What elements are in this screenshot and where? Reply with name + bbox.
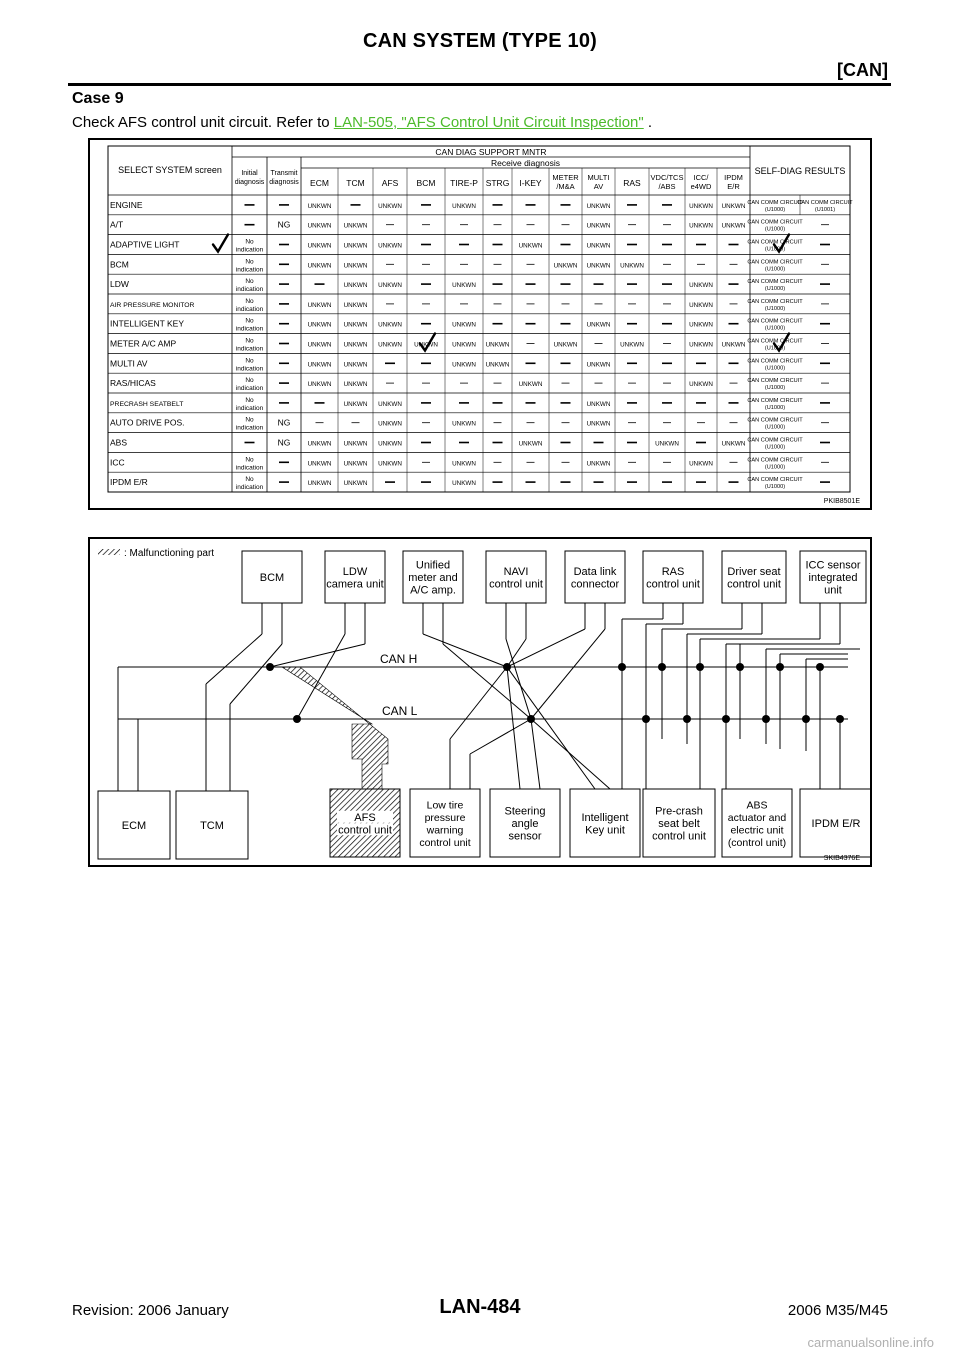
cell-value: UNKWN	[485, 361, 510, 369]
self-diag-text: (U1001)	[814, 206, 836, 213]
transmit-value: NG	[277, 219, 291, 230]
cell-value: UNKWN	[452, 341, 476, 349]
cell-value: UNKWN	[307, 242, 332, 250]
top-unit-box-label: BCM	[259, 572, 285, 584]
cell-value: UNKWN	[485, 341, 510, 349]
self-diag-text: CAN COMM CIRCUIT	[747, 397, 803, 404]
cell-value: UNKWN	[307, 301, 332, 309]
can-wiring-diagram	[90, 539, 870, 865]
cell-value: UNKWN	[586, 400, 611, 408]
initial-no-indication: indication	[235, 424, 264, 432]
self-diag-text: (U1000)	[764, 305, 786, 312]
cell-value: UNKWN	[378, 202, 402, 210]
initial-no-indication: No	[245, 357, 254, 365]
cell-value: UNKWN	[307, 341, 332, 349]
column-header: TCM	[346, 178, 365, 188]
top-unit-box-label: integrated	[808, 572, 858, 584]
cell-value: UNKWN	[343, 222, 368, 230]
self-diag-text: (U1000)	[764, 286, 786, 293]
cell-value: UNKWN	[414, 341, 438, 349]
column-header: STRG	[485, 178, 510, 188]
wire	[270, 644, 365, 667]
column-header: /ABS	[658, 182, 676, 191]
row-system-name: METER A/C AMP	[110, 338, 177, 349]
cell-value: UNKWN	[343, 282, 368, 290]
self-diag-text: (U1000)	[764, 385, 786, 392]
cell-value: UNKWN	[689, 222, 713, 230]
bottom-unit-box-label: electric unit	[730, 824, 784, 837]
cell-value: UNKWN	[586, 420, 611, 428]
cell-value: UNKWN	[307, 480, 332, 488]
wire	[507, 629, 585, 667]
initial-no-indication: indication	[235, 345, 264, 353]
transmit-diagnosis-header: diagnosis	[269, 179, 299, 186]
cell-value: UNKWN	[343, 400, 368, 408]
cell-value: UNKWN	[689, 381, 713, 389]
reference-line	[72, 114, 652, 131]
cell-value: UNKWN	[452, 321, 476, 329]
cell-value: UNKWN	[307, 262, 332, 270]
bottom-unit-box-label: ECM	[121, 820, 147, 832]
self-diag-text: CAN COMM CIRCUIT	[747, 219, 803, 226]
self-diag-text: CAN COMM CIRCUIT	[747, 338, 803, 345]
initial-no-indication: No	[245, 476, 254, 484]
column-header: E/R	[727, 182, 740, 191]
bottom-unit-box-label: Pre-crash	[655, 805, 703, 818]
self-diag-text: (U1000)	[764, 484, 786, 491]
select-system-header: SELECT SYSTEM screen	[118, 165, 222, 175]
top-unit-box-label: control unit	[646, 578, 700, 591]
top-unit-box-label: connector	[570, 578, 620, 591]
cell-value: UNKWN	[343, 440, 368, 448]
can-diag-table-figure	[88, 138, 872, 510]
column-header: RAS	[623, 178, 641, 188]
transmit-diagnosis-header: Transmit	[270, 170, 298, 177]
malfunction-hatched-wire	[282, 667, 388, 789]
row-system-name: MULTI AV	[110, 358, 148, 369]
self-diag-text: (U1000)	[764, 325, 786, 332]
cell-value: UNKWN	[553, 262, 578, 270]
initial-no-indication: indication	[235, 365, 264, 373]
initial-diagnosis-header: diagnosis	[234, 179, 265, 186]
initial-no-indication: indication	[235, 286, 264, 294]
wire	[450, 667, 507, 739]
cell-value: UNKWN	[452, 361, 476, 369]
self-diag-text: CAN COMM CIRCUIT	[797, 199, 853, 206]
initial-no-indication: No	[245, 258, 254, 266]
top-unit-box-label: RAS	[661, 565, 685, 578]
bottom-unit-box-label: control unit	[338, 824, 392, 837]
column-header: ICC/	[693, 173, 709, 182]
self-diag-text: (U1000)	[764, 404, 786, 411]
top-unit-box-label: Data link	[573, 565, 617, 578]
top-unit-box-label: control unit	[489, 578, 543, 591]
self-diag-text: (U1000)	[764, 226, 786, 233]
initial-no-indication: No	[245, 396, 254, 404]
column-header: MULTI	[587, 173, 610, 182]
footer-page-number: LAN-484	[439, 1296, 521, 1318]
cell-value: UNKWN	[452, 460, 476, 468]
top-unit-box-label: Driver seat	[727, 565, 781, 578]
top-unit-box-label: ICC sensor	[805, 559, 861, 572]
initial-no-indication: No	[245, 416, 254, 424]
initial-no-indication: indication	[235, 246, 264, 254]
cell-value: UNKWN	[343, 242, 368, 250]
cell-value: UNKWN	[452, 282, 476, 290]
cell-value: UNKWN	[586, 262, 611, 270]
self-diag-results-header: SELF-DIAG RESULTS	[754, 166, 846, 176]
initial-no-indication: indication	[235, 266, 264, 274]
self-diag-text: (U1000)	[764, 206, 786, 213]
table-figure-id: PKIB8501E	[823, 498, 860, 505]
cell-value: UNKWN	[378, 242, 402, 250]
watermark: carmanualsonline.info	[807, 1335, 934, 1350]
cell-value: UNKWN	[721, 202, 746, 210]
bottom-unit-box-label: TCM	[200, 820, 224, 832]
bottom-unit-box-label: warning	[426, 824, 464, 837]
column-header: TIRE-P	[450, 178, 478, 188]
cell-value: UNKWN	[307, 460, 332, 468]
self-diag-text: CAN COMM CIRCUIT	[747, 239, 803, 246]
check-mark-icon	[213, 235, 228, 252]
bottom-unit-box-label: actuator and	[727, 811, 787, 824]
can-h-label: CAN H	[380, 652, 418, 666]
self-diag-text: (U1000)	[764, 266, 786, 273]
column-header: I-KEY	[519, 178, 542, 188]
cell-value: UNKWN	[689, 341, 713, 349]
can-diag-table	[90, 140, 870, 508]
self-diag-text: CAN COMM CIRCUIT	[747, 457, 803, 464]
initial-no-indication: No	[245, 297, 254, 305]
top-unit-box-label: A/C amp.	[410, 584, 456, 597]
legend-hatch-swatch	[98, 549, 120, 555]
initial-no-indication: No	[245, 377, 254, 385]
row-system-name: ICC	[110, 457, 125, 468]
transmit-value: NG	[277, 437, 291, 448]
cell-value: UNKWN	[452, 420, 476, 428]
row-system-name: ABS	[110, 437, 128, 448]
footer-model: 2006 M35/M45	[787, 1302, 888, 1319]
cell-value: UNKWN	[586, 321, 611, 329]
wire	[531, 719, 540, 789]
junction-dot	[816, 663, 824, 671]
self-diag-text: (U1000)	[764, 345, 786, 352]
column-header: /M&A	[556, 182, 575, 191]
bottom-unit-box-label: sensor	[508, 830, 542, 843]
wire	[507, 667, 520, 789]
bottom-unit-box-label: control unit	[419, 836, 471, 849]
cell-value: UNKWN	[307, 222, 332, 230]
cell-value: UNKWN	[620, 341, 644, 349]
self-diag-text: (U1000)	[764, 464, 786, 471]
bottom-unit-box-label: control unit	[652, 830, 706, 843]
cell-value: UNKWN	[518, 242, 543, 250]
self-diag-text: CAN COMM CIRCUIT	[747, 477, 803, 484]
reference-text: Check AFS control unit circuit. Refer to	[72, 114, 334, 131]
bottom-unit-box-label: ABS	[746, 799, 768, 812]
column-header: ECM	[310, 178, 329, 188]
wire	[531, 629, 605, 719]
self-diag-text: CAN COMM CIRCUIT	[747, 279, 803, 286]
top-unit-box-label: Unified	[415, 559, 451, 572]
reference-link[interactable]: LAN-505, "AFS Control Unit Circuit Inspection"	[333, 114, 644, 131]
bottom-unit-box-label: angle	[511, 818, 539, 830]
initial-no-indication: No	[245, 337, 254, 345]
column-header: METER	[552, 173, 579, 182]
cell-value: UNKWN	[378, 460, 402, 468]
self-diag-text: CAN COMM CIRCUIT	[747, 259, 803, 266]
cell-value: UNKWN	[721, 222, 746, 230]
can-diag-support-header: CAN DIAG SUPPORT MNTR	[435, 147, 547, 157]
wire	[423, 634, 507, 667]
bottom-unit-box-label: Intelligent	[581, 811, 629, 824]
column-header: AV	[593, 182, 604, 191]
cell-value: UNKWN	[586, 460, 611, 468]
bottom-unit-box-label: Low tire	[426, 799, 464, 812]
footer-revision: Revision: 2006 January	[72, 1302, 229, 1319]
initial-no-indication: No	[245, 317, 254, 325]
bottom-unit-box-label: IPDM E/R	[811, 818, 861, 830]
cell-value: UNKWN	[307, 202, 332, 210]
top-unit-box-label: meter and	[408, 572, 458, 584]
self-diag-text: CAN COMM CIRCUIT	[747, 437, 803, 444]
self-diag-text: (U1000)	[764, 246, 786, 253]
self-diag-text: CAN COMM CIRCUIT	[747, 318, 803, 325]
header-rule	[68, 83, 891, 86]
row-system-name: AIR PRESSURE MONITOR	[110, 301, 195, 309]
cell-value: UNKWN	[452, 480, 476, 488]
diagram-figure-id: SKIB4376E	[823, 855, 860, 862]
column-header: IPDM	[724, 173, 743, 182]
wire	[506, 639, 531, 719]
cell-value: UNKWN	[689, 301, 713, 309]
top-unit-box-label: unit	[824, 584, 842, 597]
cell-value: UNKWN	[518, 440, 543, 448]
cell-value: UNKWN	[689, 460, 713, 468]
cell-value: UNKWN	[343, 262, 368, 270]
initial-no-indication: indication	[235, 484, 264, 492]
column-header: AFS	[381, 178, 399, 188]
wire	[507, 667, 595, 789]
cell-value: UNKWN	[586, 202, 611, 210]
initial-no-indication: No	[245, 278, 254, 286]
cell-value: UNKWN	[586, 242, 611, 250]
cell-value: UNKWN	[721, 341, 746, 349]
page-header-title: CAN SYSTEM (TYPE 10)	[362, 30, 598, 52]
top-unit-box-label: camera unit	[326, 578, 384, 591]
cell-value: UNKWN	[452, 202, 476, 210]
row-system-name: ENGINE	[110, 199, 143, 210]
cell-value: UNKWN	[378, 400, 402, 408]
cell-value: UNKWN	[518, 381, 543, 389]
row-system-name: IPDM E/R	[110, 477, 148, 488]
wire	[470, 719, 531, 754]
cell-value: UNKWN	[620, 262, 644, 270]
receive-diagnosis-header: Receive diagnosis	[491, 158, 560, 168]
can-l-label: CAN L	[382, 704, 418, 718]
page-header-section: [CAN]	[837, 60, 888, 80]
cell-value: UNKWN	[553, 341, 578, 349]
cell-value: UNKWN	[378, 420, 402, 428]
column-header: BCM	[416, 178, 436, 188]
cell-value: UNKWN	[307, 381, 332, 389]
cell-value: UNKWN	[689, 282, 713, 290]
self-diag-text: CAN COMM CIRCUIT	[747, 378, 803, 385]
transmit-value: NG	[277, 417, 291, 428]
row-system-name: RAS/HICAS	[110, 378, 156, 389]
cell-value: UNKWN	[343, 361, 368, 369]
top-unit-box-label: control unit	[727, 578, 781, 591]
self-diag-text: CAN COMM CIRCUIT	[747, 298, 803, 305]
cell-value: UNKWN	[689, 202, 713, 210]
row-system-name: AUTO DRIVE POS.	[110, 417, 185, 428]
cell-value: UNKWN	[307, 361, 332, 369]
initial-no-indication: indication	[235, 325, 264, 333]
self-diag-text: (U1000)	[764, 365, 786, 372]
initial-no-indication: indication	[235, 305, 264, 313]
initial-no-indication: indication	[235, 464, 264, 472]
cell-value: UNKWN	[343, 381, 368, 389]
bottom-unit-box-label: pressure	[424, 811, 466, 824]
cell-value: UNKWN	[586, 361, 611, 369]
cell-value: UNKWN	[343, 480, 368, 488]
cell-value: UNKWN	[689, 321, 713, 329]
row-system-name: INTELLIGENT KEY	[110, 318, 185, 329]
bottom-unit-box-label: Key unit	[585, 824, 625, 837]
column-header: VDC/TCS	[650, 173, 684, 182]
cell-value: UNKWN	[378, 282, 402, 290]
cell-value: UNKWN	[655, 440, 679, 448]
legend-label: : Malfunctioning part	[124, 548, 215, 559]
cell-value: UNKWN	[378, 440, 402, 448]
self-diag-text: CAN COMM CIRCUIT	[747, 199, 803, 206]
cell-value: UNKWN	[343, 321, 368, 329]
cell-value: UNKWN	[586, 222, 611, 230]
initial-diagnosis-header: Initial	[241, 170, 258, 177]
initial-no-indication: indication	[235, 404, 264, 412]
can-wiring-diagram-figure	[88, 537, 872, 867]
bottom-unit-box-label: seat belt	[658, 818, 700, 830]
junction-dot	[836, 715, 844, 723]
initial-no-indication: No	[245, 238, 254, 246]
wire	[230, 644, 282, 704]
self-diag-text: CAN COMM CIRCUIT	[747, 417, 803, 424]
row-system-name: A/T	[110, 219, 124, 230]
cell-value: UNKWN	[307, 321, 332, 329]
top-unit-box-label: LDW	[342, 565, 368, 578]
cell-value: UNKWN	[343, 341, 368, 349]
bottom-unit-box-label: (control unit)	[727, 836, 787, 849]
column-header: e4WD	[690, 182, 712, 191]
cell-value: UNKWN	[721, 440, 746, 448]
row-system-name: PRECRASH SEATBELT	[110, 400, 184, 408]
self-diag-text: (U1000)	[764, 444, 786, 451]
cell-value: UNKWN	[343, 301, 368, 309]
cell-value: UNKWN	[378, 321, 402, 329]
cell-value: UNKWN	[343, 460, 368, 468]
row-system-name: BCM	[110, 259, 129, 270]
initial-no-indication: No	[245, 456, 254, 464]
row-system-name: LDW	[110, 279, 129, 290]
cell-value: UNKWN	[307, 440, 332, 448]
bottom-unit-box-label: Steering	[504, 805, 546, 818]
case-title: Case 9	[72, 90, 124, 107]
cell-value: UNKWN	[378, 341, 402, 349]
initial-no-indication: indication	[235, 385, 264, 393]
self-diag-text: (U1000)	[764, 424, 786, 431]
wire	[531, 719, 610, 789]
self-diag-text: CAN COMM CIRCUIT	[747, 358, 803, 365]
row-system-name: ADAPTIVE LIGHT	[110, 239, 180, 250]
bottom-unit-box-label: AFS	[354, 811, 376, 824]
top-unit-box-label: NAVI	[503, 565, 529, 578]
reference-suffix: .	[643, 114, 653, 131]
